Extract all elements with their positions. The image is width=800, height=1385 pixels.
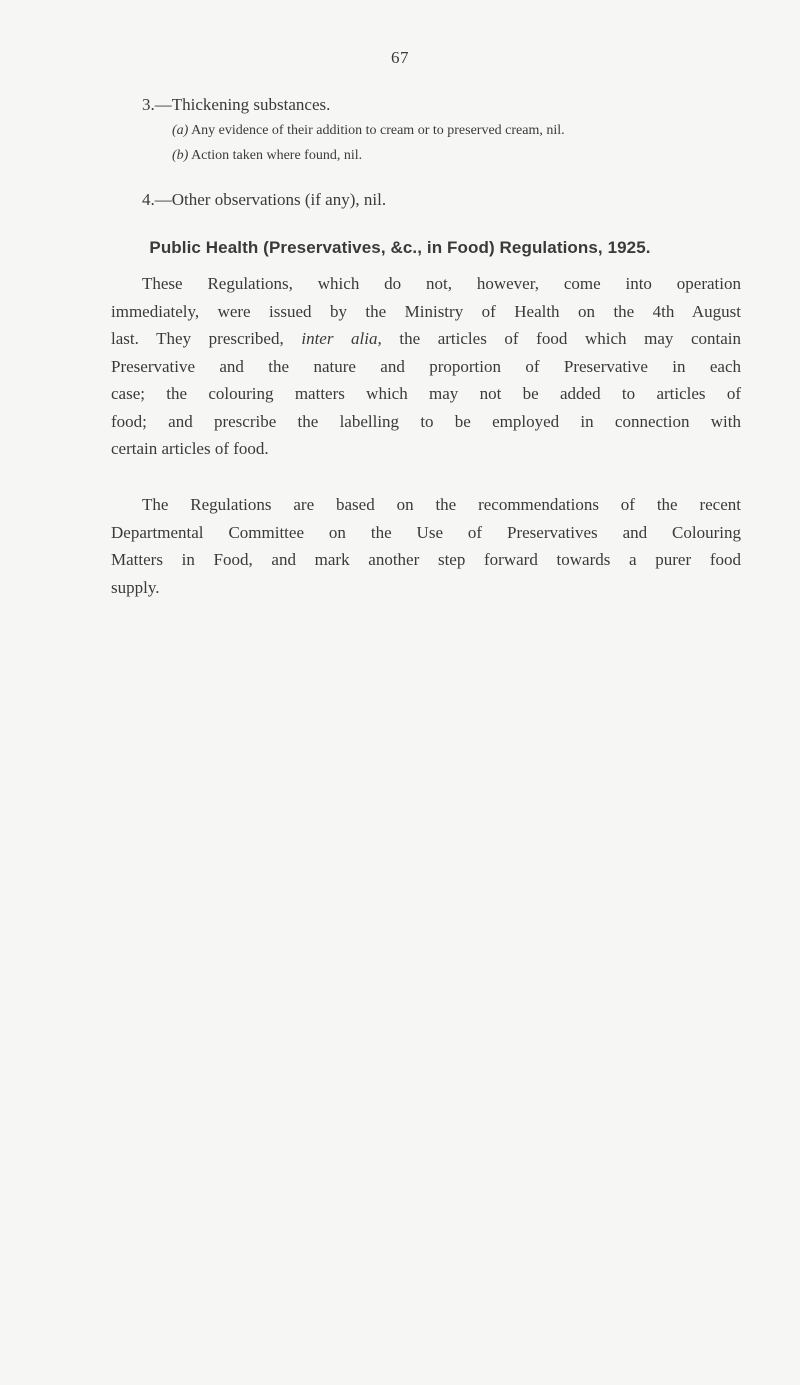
section-heading: Public Health (Preservatives, &c., in Food) Regulations, 1925. (149, 238, 651, 257)
sub-item-b-label: (b) (172, 148, 189, 163)
paragraph-line: Departmental Committee on the Use of Preservatives and Colouring (111, 522, 741, 542)
line-text: the articles of food which may contain (399, 329, 741, 348)
paragraph-line: These Regulations, which do not, however, come into operation (142, 274, 741, 293)
paragraph-regulations-issued (111, 270, 741, 463)
paragraph-line: The Regulations are based on the recommendations of the recent (142, 495, 741, 514)
paragraph-line: certain articles of food. (111, 439, 269, 458)
sub-item-a-label: (a) (172, 123, 189, 138)
sub-item-a (172, 122, 565, 140)
page-number: 67 (391, 48, 409, 67)
paragraph-line: case; the colouring matters which may not be added to articles of (111, 384, 741, 403)
paragraph-line: Preservative and the nature and proportion of Preservative in each (111, 356, 741, 376)
sub-item-a-text: Any evidence of their addition to cream or to preserved cream, nil. (191, 123, 565, 138)
paragraph-line: Matters in Food, and mark another step forward towards a purer food (111, 550, 741, 569)
sub-item-b (172, 147, 362, 165)
paragraph-line: immediately, were issued by the Ministry of Health on the 4th August (111, 301, 741, 321)
paragraph-line: food; and prescribe the labelling to be employed in connection with (111, 411, 741, 431)
line-text: last. They prescribed, (111, 329, 284, 348)
sub-item-b-text: Action taken where found, nil. (191, 148, 363, 163)
item-other-observations: 4.—Other observations (if any), nil. (142, 190, 387, 209)
paragraph-line: supply. (111, 577, 160, 597)
italic-phrase: inter alia, (301, 329, 382, 348)
paragraph-regulations-basis (111, 491, 741, 601)
paragraph-line (111, 325, 741, 353)
item-thickening-substances: 3.—Thickening substances. (142, 95, 331, 114)
